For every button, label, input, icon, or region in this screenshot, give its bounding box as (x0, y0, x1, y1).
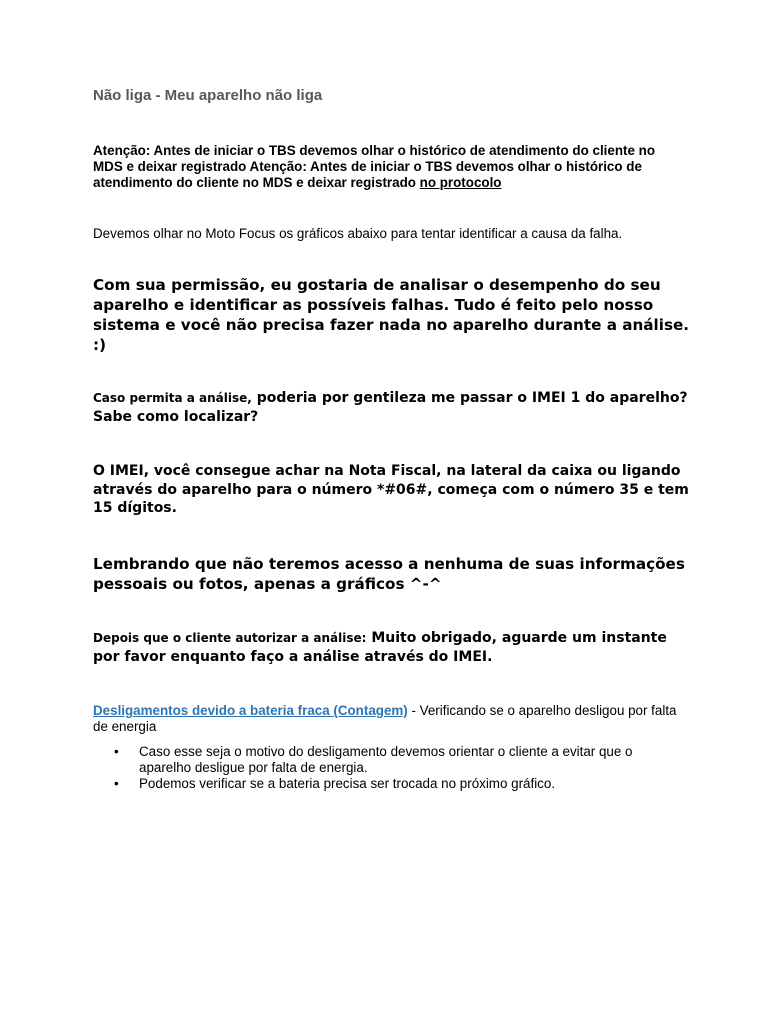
attention-note-underlined: no protocolo (419, 175, 502, 190)
list-item (93, 776, 683, 792)
attention-note (93, 143, 683, 191)
battery-section-heading (93, 703, 683, 735)
bullet-icon: • (114, 744, 119, 759)
page-title: Não liga - Meu aparelho não liga (93, 87, 323, 104)
thanks-prefix: Depois que o cliente autorizar a análise: (93, 631, 367, 645)
battery-graph-link[interactable]: Desligamentos devido a bateria fraca (Contagem) (93, 703, 408, 718)
list-item-text: Podemos verificar se a bateria precisa ser trocada no próximo gráfico. (139, 776, 556, 791)
list-item-text: Caso esse seja o motivo do desligamento devemos orientar o cliente a evitar que o aparelho desligue por falta de energia. (139, 744, 633, 775)
imei-request-text: poderia por gentileza me passar o IMEI 1 do aparelho? Sabe como localizar? (93, 390, 688, 425)
battery-bullet-list (93, 744, 683, 792)
battery-section-description: - Verificando se o aparelho desligou por falta de energia (93, 703, 677, 734)
bullet-icon: • (114, 776, 119, 791)
intro-paragraph: Devemos olhar no Moto Focus os gráficos abaixo para tentar identificar a causa da falha. (93, 226, 623, 241)
thanks-script (93, 629, 693, 666)
imei-request-prefix: Caso permita a análise, (93, 391, 252, 405)
thanks-text: Muito obrigado, aguarde um instante por favor enquanto faço a análise através do IMEI. (93, 630, 667, 665)
privacy-script: Lembrando que não teremos acesso a nenhuma de suas informações pessoais ou fotos, apenas a gráficos ^-^ (93, 555, 685, 593)
permission-script: Com sua permissão, eu gostaria de analisar o desempenho do seu aparelho e identificar as possíveis falhas. Tudo é feito pelo nosso sistema e você não precisa fazer nada no aparelho durante a análise. :) (93, 276, 690, 354)
attention-note-text: Atenção: Antes de iniciar o TBS devemos olhar o histórico de atendimento do cliente no MDS e deixar registrado Atenção: Antes de iniciar o TBS devemos olhar o histórico de atendimento do cliente no MDS e deixar registrado (93, 143, 656, 190)
imei-request-script (93, 389, 693, 427)
imei-location-script: O IMEI, você consegue achar na Nota Fiscal, na lateral da caixa ou ligando através do aparelho para o número *#06#, começa com o número 35 e tem 15 dígitos. (93, 463, 689, 516)
list-item (93, 744, 683, 776)
